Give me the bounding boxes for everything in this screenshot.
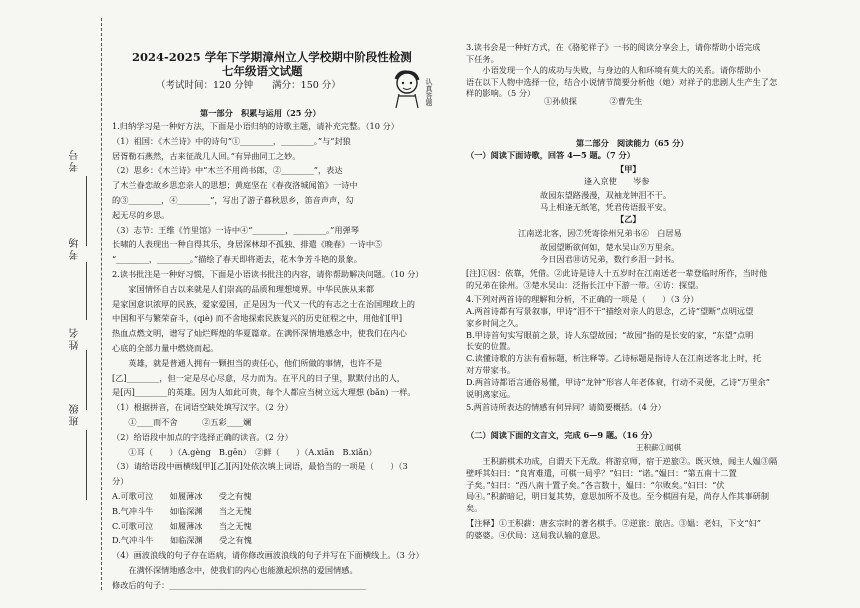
- left-line-16: 心底的全部力量中燃烧而起。: [112, 343, 219, 353]
- left-line-15: 热血点燃文明，谱写了灿烂辉煌的华夏篇章。在满怀深情地感念中，使我们在内心: [112, 328, 407, 339]
- q4-stem: 4.下列对两首诗的理解和分析，不正确的一项是（ ）（3 分）: [466, 294, 699, 304]
- q3-options: ①孙侦探 ②曹先生: [544, 96, 643, 106]
- prose-question-heading: （二）阅读下面的文言文，完成 6—9 题。（16 分）: [466, 430, 657, 440]
- left-line-10: “________，________。”描绘了春天即将逝去，花木争芳斗艳的景象。: [112, 254, 362, 265]
- poem-b-line-2: 今日因君⑩访兄弟，数行乡泪一封书。: [540, 254, 680, 264]
- left-line-13: 是家国意识浓厚的民族，爱家爱国，正是因为一代又一代的有志之士在治国理政上的: [112, 298, 415, 309]
- left-line-32: 修改后的句子：________________________________________________: [112, 579, 366, 590]
- q3-line-5: 样的影响。（5 分）: [466, 88, 536, 99]
- q3-line-4: 语在以下人物中选择一位，结合小说情节简要分析他（她）对祥子的悲剧人生产生了怎: [466, 76, 778, 87]
- left-line-2: （1）祖国：《木兰诗》中的诗句“①________，________。”与“封狼: [112, 135, 351, 146]
- left-line-30: （4）画波浪线的句子存在语病，请你修改画波浪线的句子并写在下面横线上。（3 分）: [112, 550, 424, 561]
- left-line-21: ①____而不舍 ②五彩____斓: [112, 417, 252, 427]
- prose-note-line-2: 的婆婆。④伏局：这局我认输的意思。: [466, 529, 606, 540]
- part2-heading: 第二部分 阅读能力（65 分）: [576, 138, 689, 148]
- left-line-29: D.气冲斗牛 如临深渊 受之有愧: [112, 535, 252, 546]
- q4-option-line-4: 长安的位置。: [466, 341, 516, 352]
- q4-option-line-1: A.两首诗都有写景叙事，甲诗“泪不干”描绘对亲人的思念，乙诗“望断”点明远望: [466, 306, 754, 316]
- q4-option-line-7: D.两首诗都语言通俗易懂，甲诗“龙钟”形容人年老体衰，行动不灵便，乙诗“万里余”: [466, 376, 770, 387]
- seat-label: 考场: [70, 236, 81, 260]
- poem-note-1: [注]①因：依靠，凭借。②此诗是诗人十五岁时在江南送老一辈登临时所作，当时他: [466, 268, 768, 278]
- poem-question-heading: （一）阅读下面诗歌，回答 4—5 题。（7 分）: [466, 150, 635, 160]
- poem-a-line-1: 故园东望路漫漫，双袖龙钟泪不干。: [540, 190, 672, 200]
- name-label: 姓名: [70, 326, 81, 350]
- left-line-22: （2）给语段中加点的字选择正确的读音。（2 分）: [112, 431, 293, 442]
- left-line-3: 居胥勒石燕然，古来征战几人回。”有异曲同工之妙。: [112, 150, 301, 161]
- q3-line-2: 下任务。: [466, 53, 499, 64]
- class-label: 班级: [70, 402, 81, 426]
- left-line-28: C.可歌可泣 如履薄冰 当之无愧: [112, 520, 252, 531]
- prose-line-1: 王积薪棋术功成，自谓天下无敌。将游京师，宿于逆旅②。既灭烛，闻主人媪③隔: [466, 456, 778, 466]
- q5-stem: 5.两首诗所表达的情感有何异同？请简要概括。（4 分）: [466, 402, 666, 412]
- binding-dashed-line: [101, 18, 102, 590]
- left-line-27: B.气冲斗牛 如临深渊 当之无愧: [112, 505, 252, 516]
- left-line-6: 的③________，④________”，写出了游子暮秋思乡，笛音声声，勾: [112, 195, 354, 205]
- q4-option-line-3: B.甲诗首句实写眼前之景，诗人东望故园；“故园”指的是长安的家，“东望”点明: [466, 329, 754, 340]
- left-line-12: 家国情怀自古以来就是人们崇高的品质和理想境界。中华民族从来都: [112, 283, 375, 294]
- poem-note-2: 的兄弟在徐州。③楚水吴山：泛指长江中下游一带。④访：探望。: [466, 280, 704, 290]
- prose-note-line-1: 【注释】①王积薪：唐玄宗时的著名棋手。②逆旅：旅店。③媪：老妇，下文“妇”: [466, 518, 761, 528]
- q3-line-3: 小语发现一个人的成功与失败，与身边的人和环境有莫大的关系。请你帮助小: [466, 65, 761, 76]
- left-line-14: 中国和平与繁荣奋斗，(qiè) 而不舍地探索民族复兴的历史征程之中，用他们[甲]: [112, 313, 403, 324]
- poem-a-title: 逢入京使 岑参: [584, 176, 650, 186]
- left-line-26: A.可歌可泣 如履薄冰 受之有愧: [112, 491, 252, 501]
- left-line-1: 1.归纳学习是一种好方法，下面是小语归纳的诗歌主题，请补充完整。（10 分）: [112, 121, 399, 131]
- left-line-4: （2）思乡：《木兰诗》中“木兰不用尚书郎，②________”，表达: [112, 165, 343, 176]
- prose-line-2: 壁呼其妇曰：“良宵难遣，可棋一局乎？”妇曰：“诺。”媪曰：“第五南十二置: [466, 467, 737, 478]
- exam-subtitle: 七年级语文试题: [222, 64, 303, 78]
- q4-option-line-2: 家乡时间之久。: [466, 317, 524, 328]
- left-line-31: 在满怀深情地感念中，使我们的内心也能激起炽热的爱国情感。: [112, 565, 358, 575]
- prose-title: 王积薪①闻棋: [636, 443, 681, 452]
- left-line-23: ①耳（ ）（A.gèng B.gēn） ②鲜（ ）（A.xiān B.xiǎn）: [112, 446, 377, 457]
- prose-line-3: 子矣。”妇曰：“西八南十置子矣。”各言数十，媪曰：“尔败矣。”妇曰：“伏: [466, 479, 725, 490]
- q4-option-line-6: 对方带家书。: [466, 365, 516, 375]
- left-line-20: （1）根据拼音，在词语空缺处填写汉字。（2 分）: [112, 402, 293, 413]
- left-line-24: （3）请给语段中画横线[甲][乙][丙]处依次填上词语，最恰当的一项是（ ）（3: [112, 461, 408, 472]
- poem-b-line-1: 故园望断欲何如，楚水吴山⑨万里余。: [540, 242, 680, 252]
- poem-a-line-2: 马上相逢无纸笔，凭君传语报平安。: [540, 202, 672, 212]
- poem-b-label: 【乙】: [616, 214, 641, 224]
- left-line-11: 2.读书批注是一种好习惯，下面是小语读书批注的内容，请你帮助解决问题。（10 分）: [112, 269, 424, 279]
- left-line-19: 是[丙]________的英雄。因为人如此可贵，每个人都应当树立远大理想 (bǎn) 一样。: [112, 387, 416, 398]
- prose-line-4: 局④。”积薪暗记，明日复其势，意思加所不及也。至今棋固有是，尚存人作其事研制: [466, 491, 770, 502]
- q3-line-1: 3.读书会是一种好方式，在《骆驼祥子》一书的阅读分享会上，请你帮助小语完成: [466, 42, 761, 52]
- exam-number-blank[interactable]: [86, 176, 88, 246]
- left-line-7: 起无尽的乡思。: [112, 209, 170, 220]
- part1-heading: 第一部分 积累与运用（25 分）: [200, 108, 321, 118]
- poem-b-title: 江南送北客，因⑦凭寄徐州兄弟书⑥ 白居易: [518, 228, 682, 238]
- name-blank[interactable]: [86, 350, 88, 410]
- poem-a-label: 【甲】: [616, 164, 641, 174]
- seat-blank[interactable]: [86, 262, 88, 320]
- exam-meta: （考试时间：120 分钟 满分：150 分）: [156, 80, 341, 91]
- q4-option-line-5: C.读懂诗歌的方法有看标题，析注释等。乙诗标题是指诗人在江南送客北上时，托: [466, 353, 762, 364]
- exam-number-label: 考号: [70, 148, 81, 172]
- left-line-8: （3）志节：王维《竹里馆》一诗中④“________，________。”用弹琴: [112, 224, 359, 235]
- binding-strip: [0, 0, 115, 608]
- q4-option-line-8: 说明离家远。: [466, 388, 516, 399]
- left-line-9: 长啸的人表现出一种自得其乐，身居深林却不孤独、排遣《晚春》一诗中⑤: [112, 239, 383, 250]
- left-line-18: [乙]________，但一定是尽心尽意，尽力而为。在平凡的日子里，默默付出的人，: [112, 372, 405, 383]
- left-line-25: 分）: [112, 476, 129, 487]
- exam-title: 2024-2025 学年下学期漳州立人学校期中阶段性检测: [132, 50, 412, 64]
- left-line-5: 了木兰眷恋故乡思恋亲人的思想；黄庭坚在《春夜洛城闻笛》一诗中: [112, 180, 358, 191]
- prose-line-5: 矣。: [466, 503, 483, 514]
- stamp-text: 认真答题: [425, 78, 433, 106]
- left-line-17: 英雄，就是普通人拥有一颗担当的责任心，他们所做的事情，也许不是: [112, 357, 383, 368]
- cartoon-stamp-icon: [390, 70, 424, 110]
- class-blank[interactable]: [86, 430, 88, 500]
